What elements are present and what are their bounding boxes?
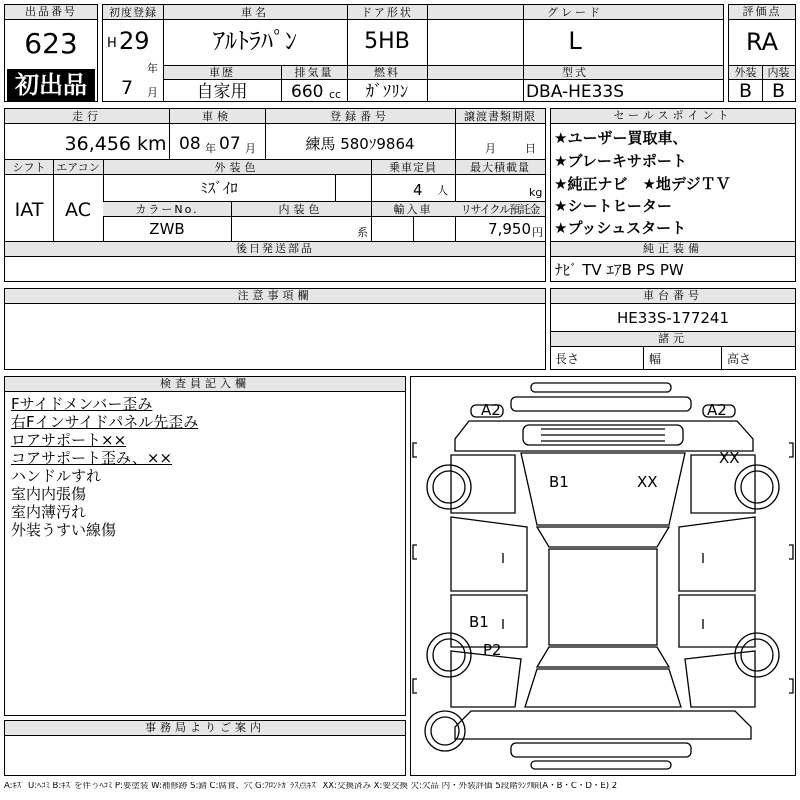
year-unit: 年 [147,62,158,75]
plate-label: 登録番号 [330,110,390,123]
lot-number: 623 [24,27,78,60]
height-label: 高さ [727,352,752,366]
plate-number: 練馬 580ｿ9864 [305,135,415,153]
dimensions-label: 諸元 [551,332,795,347]
inspection-month-unit: 月 [245,142,256,155]
grade-label: グレード [547,6,603,19]
displacement-unit: cc [329,88,342,101]
interior-color-label: 内装色 [278,203,324,216]
left-rear-door [451,595,527,647]
notes-box [4,288,546,370]
exterior-color-label: 外装色 [214,161,260,174]
inspector-note-5: ハンドルすれ [11,467,102,485]
displacement: 660 [291,82,324,102]
inspector-note-3: ロアサポート×× [11,431,127,449]
mark-rear-p: P2 [483,641,502,659]
history-label: 車歴 [209,66,235,79]
color-number: ZWB [149,220,185,238]
front-bumper [511,397,691,411]
shift-label: シフト [12,161,46,174]
score-box [728,4,796,102]
width-label: 幅 [649,352,662,366]
fuel: ｶﾞｿﾘﾝ [365,82,409,102]
int-score: B [771,80,786,102]
inspector-note-2: 右Fインサイドパネル先歪み [11,413,199,431]
notes-label: 注意事項欄 [5,289,545,304]
left-rear-fender [451,651,521,707]
inspector-note-7: 室内薄汚れ [11,503,87,521]
office-label: 事務局よりご案内 [5,721,405,736]
details-box [4,108,546,282]
rear-bumper-bottom [531,761,671,769]
car-name-label: 車名 [241,6,269,19]
car-diagram [411,377,795,775]
shift: IAT [14,199,44,221]
inspector-note-1: Fサイドメンバー歪み [11,395,153,413]
reg-month: 7 [121,77,134,99]
rear-body [455,711,751,739]
displacement-label: 排気量 [294,66,334,79]
sales-point-2: ★ブレーキサポート [554,152,687,170]
chassis-number: HE33S-177241 [616,309,730,327]
hood [521,453,685,525]
inspector-note-4: コアサポート歪み、×× [11,449,173,467]
sales-point-4: ★シートヒーター [554,197,672,215]
windshield [537,527,669,547]
max-load-label: 最大積載量 [470,161,530,174]
left-front-door [451,517,527,591]
car-name: ｱﾙﾄﾗﾊﾟﾝ [213,27,297,55]
left-front-fender [451,455,515,513]
rear-bumper [511,743,691,757]
front-bumper-top [531,383,671,392]
model-label: 型式 [562,66,588,79]
first-reg-label: 初度登録 [109,6,157,19]
import-label: 輸入車 [393,203,433,216]
exterior-color: ﾐｽﾞｲﾛ [200,179,238,197]
mileage-label: 走行 [72,110,102,123]
lot-number-box [4,4,98,102]
header-main-box [102,4,724,102]
overall-score: RA [745,28,779,56]
fuel-label: 燃料 [374,66,400,79]
ext-score: B [738,80,753,102]
era: H [107,36,117,51]
door-type: 5HB [364,29,410,54]
max-load-unit: kg [529,186,543,199]
right-front-door [679,517,755,591]
month-unit: 月 [147,86,158,99]
equipment-label: 純正装備 [551,242,795,257]
sales-points-label: セールスポイント [551,109,795,124]
door-label: ドア形状 [361,6,413,19]
recycle-fee: 7,950 [488,220,531,238]
sales-point-5: ★プッシュスタート [554,219,687,237]
ac-label: エアコン [56,161,100,174]
color-no-label: カラーNo. [135,203,199,216]
sales-point-3: ★純正ナビ ★地デジＴＶ [554,175,731,193]
inspector-note-8: 外装うすい線傷 [11,521,117,539]
air-conditioner: AC [65,199,91,221]
capacity-label: 乗車定員 [389,161,437,174]
inspection-label: 車検 [202,110,232,123]
later-parts-label: 後日発送部品 [5,242,545,257]
ext-score-label: 外装 [734,66,757,79]
model-code: DBA-HE33S [525,82,625,102]
mark-front-left: A2 [481,401,501,419]
roof [549,549,657,645]
capacity: 4 [413,181,423,199]
mileage: 36,456 [64,133,131,155]
inspector-box [4,376,406,716]
grade: L [568,27,582,55]
length-label: 長さ [555,352,580,366]
right-rear-door [679,595,755,647]
reg-year: 29 [119,27,150,55]
transfer-day-unit: 日 [525,142,536,155]
office-box [4,720,406,776]
inspection-year-unit: 年 [205,142,216,155]
rear-window [537,647,669,667]
mileage-unit: km [137,133,167,155]
car-diagram-box [410,376,796,776]
equipment-value: ﾅﾋﾞ TV ｴｱB PS PW [555,261,684,279]
sales-point-1: ★ユーザー買取車、 [554,129,688,147]
history: 自家用 [196,82,248,102]
right-rear-fender [685,651,755,707]
chassis-label: 車台番号 [551,289,795,304]
rear-deck [525,669,681,707]
inspector-note-6: 室内内張傷 [11,485,87,503]
inspection-month: 07 [219,134,241,154]
mark-hood-right: XX [637,473,658,491]
legend: A:ｷｽﾞ U:ﾍｺﾐ B:ｷｽﾞを伴うﾍｺﾐ P:要塗装 W:補修跡 S:錆 C:腐食、穴 G:ﾌﾛﾝﾄｶﾞﾗｽ点ｷｽﾞ XX:交換済み X:要交換 欠:欠品 内・外装評価 5段階ﾗﾝｸ順(A・B・C・D・E) 2 [4,782,618,791]
sales-points-box [550,108,796,282]
inspector-label: 検査員記入欄 [5,377,405,392]
score-label: 評価点 [729,5,795,20]
interior-color-unit: 系 [357,226,368,239]
mark-wheel-right: XX [719,449,740,467]
transfer-month-unit: 月 [485,142,496,155]
int-score-label: 内装 [767,66,790,79]
recycle-unit: 円 [532,226,543,239]
inspection-year: 08 [179,134,201,154]
chassis-box [550,288,796,370]
mark-hood-left: B1 [549,473,569,491]
first-listing-badge: 初出品 [7,69,95,101]
transfer-label: 譲渡書類期限 [464,110,536,123]
mark-front-right: A2 [707,401,727,419]
capacity-unit: 人 [437,184,448,197]
recycle-label: リサイクル預託金 [460,203,540,216]
lot-number-label: 出品番号 [5,5,97,20]
mark-rear-b: B1 [469,613,489,631]
